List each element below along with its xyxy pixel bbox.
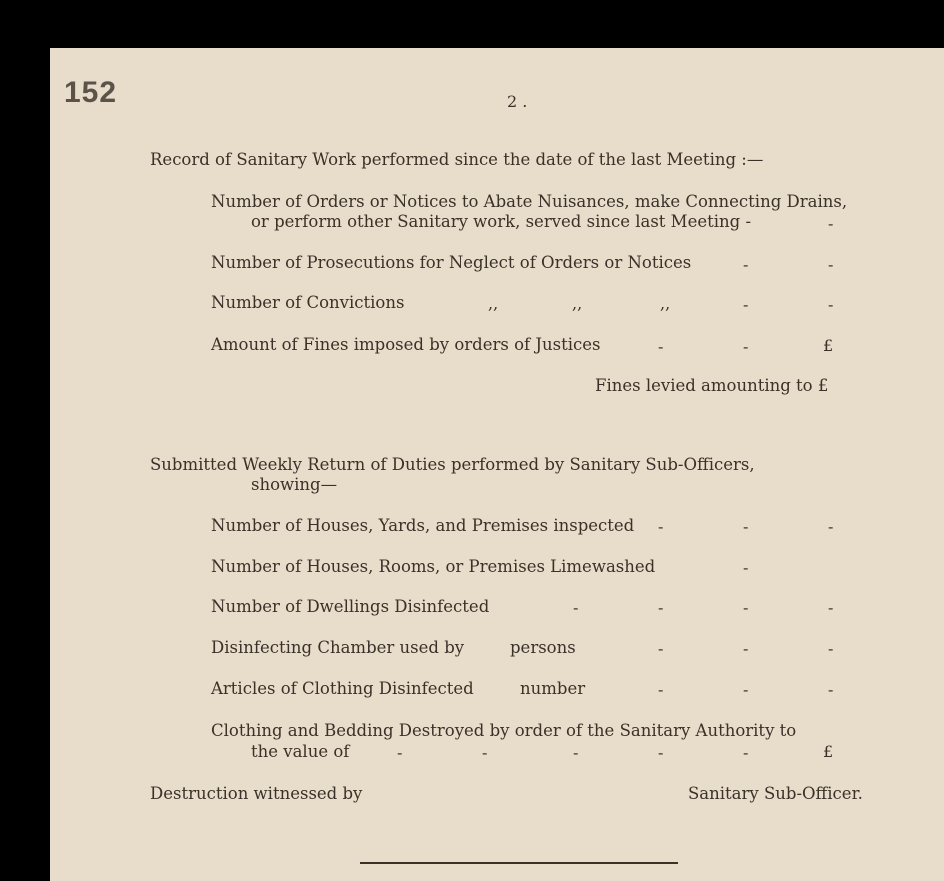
houses-inspected-line: Number of Houses, Yards, and Premises inspected bbox=[211, 516, 635, 535]
ditto-mark: ,, bbox=[488, 294, 499, 313]
dash-leader: - bbox=[828, 680, 834, 699]
ditto-mark: ,, bbox=[572, 294, 583, 313]
divider-rule bbox=[360, 862, 678, 864]
dash-leader: - bbox=[743, 743, 749, 762]
pound-sign: £ bbox=[823, 742, 834, 761]
number-label: number bbox=[520, 679, 586, 698]
dash-leader: - bbox=[743, 598, 749, 617]
stamp-number: 152 bbox=[64, 76, 118, 109]
dash-leader: - bbox=[658, 680, 664, 699]
fines-levied-line: Fines levied amounting to £ bbox=[595, 376, 829, 395]
dash-leader: - bbox=[828, 255, 834, 274]
dash-leader: - bbox=[743, 639, 749, 658]
dash-leader: - bbox=[743, 295, 749, 314]
ditto-mark: ,, bbox=[660, 294, 671, 313]
prosecutions-line: Number of Prosecutions for Neglect of Orders or Notices bbox=[211, 253, 692, 272]
dash-leader: - bbox=[658, 598, 664, 617]
dash-leader: - bbox=[573, 743, 579, 762]
limewashed-line: Number of Houses, Rooms, or Premises Limewashed bbox=[211, 557, 656, 576]
clothing-line: Articles of Clothing Disinfected bbox=[211, 679, 474, 698]
chamber-line: Disinfecting Chamber used by bbox=[211, 638, 465, 657]
section1-heading: Record of Sanitary Work performed since the date of the last Meeting :— bbox=[150, 150, 764, 169]
dash-leader: - bbox=[658, 639, 664, 658]
dash-leader: - bbox=[658, 743, 664, 762]
dash-leader: - bbox=[573, 598, 579, 617]
dash-leader: - bbox=[828, 517, 834, 536]
fines-imposed-line: Amount of Fines imposed by orders of Justices bbox=[211, 335, 601, 354]
destroyed-line2: the value of bbox=[251, 742, 350, 761]
dash-leader: - bbox=[658, 517, 664, 536]
dash-leader: - bbox=[743, 255, 749, 274]
orders-line1: Number of Orders or Notices to Abate Nuisances, make Connecting Drains, bbox=[211, 192, 848, 211]
dash-leader: - bbox=[482, 743, 488, 762]
dash-leader: - bbox=[658, 337, 664, 356]
section2-heading-line2: showing— bbox=[251, 475, 338, 494]
dash-leader: - bbox=[828, 598, 834, 617]
witnessed-label: Destruction witnessed by bbox=[150, 784, 363, 803]
dash-leader: - bbox=[828, 639, 834, 658]
officer-label: Sanitary Sub-Officer. bbox=[688, 784, 863, 803]
dash-leader: - bbox=[743, 680, 749, 699]
dash-leader: - bbox=[828, 214, 834, 233]
convictions-line: Number of Convictions bbox=[211, 293, 405, 312]
dash-leader: - bbox=[743, 558, 749, 577]
dash-leader: - bbox=[828, 295, 834, 314]
pound-sign: £ bbox=[823, 336, 834, 355]
dash-leader: - bbox=[743, 517, 749, 536]
destroyed-line1: Clothing and Bedding Destroyed by order of the Sanitary Authority to bbox=[211, 721, 797, 740]
page-number: 2 . bbox=[507, 92, 528, 111]
disinfected-line: Number of Dwellings Disinfected bbox=[211, 597, 490, 616]
dash-leader: - bbox=[397, 743, 403, 762]
section2-heading-line1: Submitted Weekly Return of Duties performed by Sanitary Sub-Officers, bbox=[150, 455, 755, 474]
dash-leader: - bbox=[743, 337, 749, 356]
document-page bbox=[50, 48, 944, 881]
orders-line2: or perform other Sanitary work, served since last Meeting - bbox=[251, 212, 752, 231]
persons-label: persons bbox=[510, 638, 576, 657]
